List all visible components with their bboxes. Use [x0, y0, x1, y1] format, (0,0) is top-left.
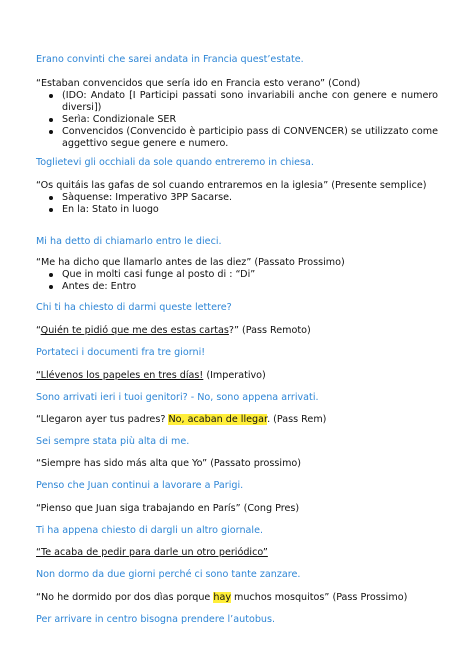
tense-note: . (Pass Rem): [267, 414, 327, 425]
tense-note: ” (Pass Remoto): [234, 325, 311, 336]
italian-sentence-9: Ti ha appena chiesto di dargli un altro giornale.: [36, 525, 264, 536]
underlined-phrase: “Te acaba de pedir para darle un otro periódico”: [36, 547, 268, 558]
italian-sentence-7: Sei sempre stata più alta di me.: [36, 436, 190, 447]
sentence-start: “No he dormido por dos dìas porque: [36, 592, 214, 603]
spanish-sentence-7: “Siempre has sido más alta que Yo” (Passato prossimo): [36, 458, 302, 469]
spanish-sentence-9: [36, 547, 438, 559]
note-item: Que in molti casi funge al posto di : “Di”: [36, 269, 438, 281]
translation-block-1: [36, 78, 438, 150]
italian-sentence-8: Penso che Juan continui a lavorare a Parigi.: [36, 480, 244, 491]
note-item: (IDO: Andato [I Participi passati sono invariabili anche con genere e numero diversi]): [36, 90, 438, 114]
italian-sentence-11: Per arrivare in centro bisogna prendere l’autobus.: [36, 614, 276, 625]
sentence-start: “Llegaron ayer tus padres?: [36, 414, 169, 425]
italian-sentence-10: Non dormo da due giorni perché ci sono tante zanzare.: [36, 569, 301, 580]
italian-sentence-3: Mi ha detto di chiamarlo entro le dieci.: [36, 236, 222, 247]
spanish-sentence-3: “Me ha dicho que llamarlo antes de las diez” (Passato Prossimo): [36, 257, 345, 268]
italian-sentence-2: Toglietevi gli occhiali da sole quando entreremo in chiesa.: [36, 157, 314, 168]
italian-sentence-1: Erano convinti che sarei andata in Francia quest’estate.: [36, 54, 304, 65]
notes-list-1: [36, 90, 438, 150]
italian-sentence-4: Chi ti ha chiesto di darmi queste lettere?: [36, 302, 232, 313]
highlighted-phrase: No, acaban de llegar: [168, 414, 268, 425]
note-item: Serìa: Condizionale SER: [36, 114, 438, 126]
note-item: Antes de: Entro: [36, 281, 438, 293]
spanish-sentence-2: “Os quitáis las gafas de sol cuando entraremos en la iglesia” (Presente semplice): [36, 180, 427, 191]
spanish-sentence-1: “Estaban convencidos que sería ido en Francia esto verano” (Cond): [36, 78, 361, 89]
spanish-sentence-8: “Pienso que Juan siga trabajando en París” (Cong Pres): [36, 503, 300, 514]
question-mark: ?: [228, 325, 234, 336]
underlined-phrase: “Llévenos los papeles en tres días!: [36, 370, 204, 381]
underlined-phrase: Quién te pidió que me des estas cartas: [40, 325, 229, 336]
spanish-sentence-6: [36, 414, 438, 426]
spanish-sentence-4: [36, 325, 438, 337]
spanish-sentence-5: [36, 370, 438, 382]
translation-block-2: [36, 180, 438, 216]
italian-sentence-5: Portateci i documenti fra tre giorni!: [36, 347, 206, 358]
tense-note: (Imperativo): [203, 370, 266, 381]
highlighted-word: hay: [213, 592, 231, 603]
italian-sentence-6: Sono arrivati ieri i tuoi genitori? - No, sono appena arrivati.: [36, 392, 319, 403]
open-quote: “: [36, 325, 41, 336]
note-item: Sàquense: Imperativo 3PP Sacarse.: [36, 192, 438, 204]
note-item: En la: Stato in luogo: [36, 204, 438, 216]
notes-list-3: [36, 269, 438, 293]
notes-list-2: [36, 192, 438, 216]
sentence-end: muchos mosquitos” (Pass Prossimo): [231, 592, 408, 603]
spanish-sentence-10: [36, 592, 438, 604]
note-item: Convencidos (Convencido è participio pass di CONVENCER) se utilizzato come aggettivo segue genere e numero.: [36, 126, 438, 150]
translation-block-3: [36, 257, 438, 293]
